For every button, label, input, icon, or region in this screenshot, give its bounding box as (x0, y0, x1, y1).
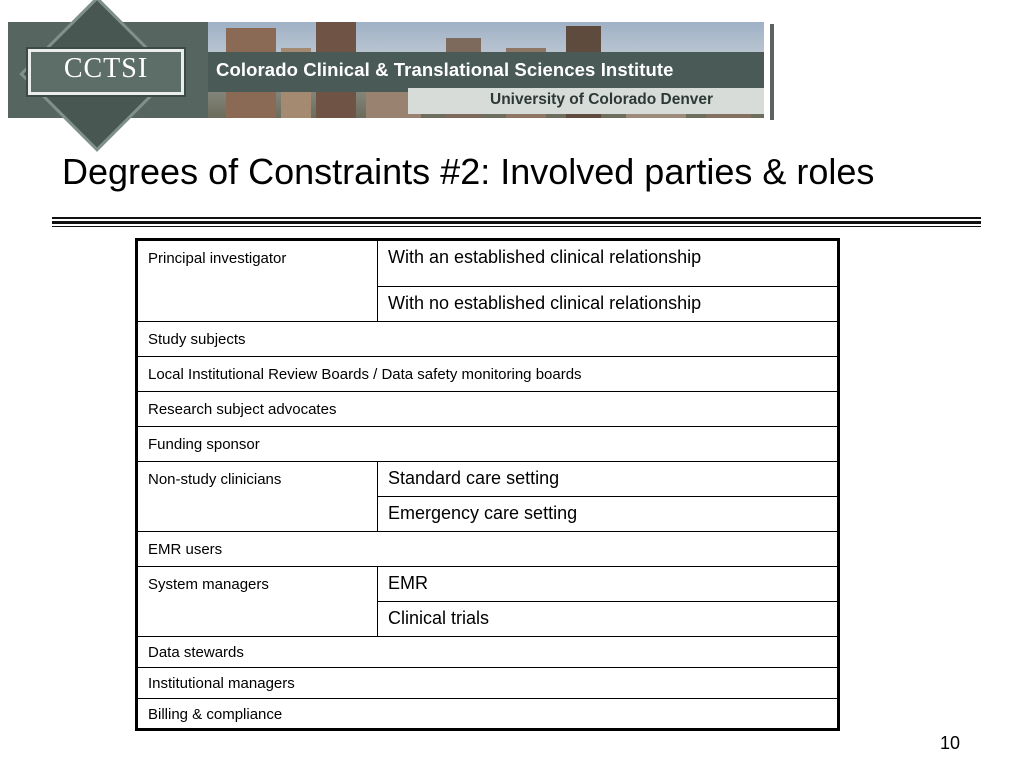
title-rule-middle (52, 221, 981, 224)
role-cell: EMR users (137, 532, 839, 567)
detail-cell: Clinical trials (378, 602, 839, 637)
detail-cell: EMR (378, 567, 839, 602)
detail-cell: With an established clinical relationship (378, 240, 839, 287)
title-rule-bottom (52, 226, 981, 227)
role-cell: Institutional managers (137, 668, 839, 699)
table-row (137, 357, 839, 392)
page-number: 10 (940, 733, 961, 753)
table-row (137, 567, 839, 602)
role-cell: Funding sponsor (137, 427, 839, 462)
slide-title: Degrees of Constraints #2: Involved parties & roles (62, 151, 875, 192)
role-cell: Non-study clinicians (137, 462, 378, 532)
role-cell: Billing & compliance (137, 699, 839, 730)
role-cell: Local Institutional Review Boards / Data safety monitoring boards (137, 357, 839, 392)
table-row (137, 637, 839, 668)
banner-edge (770, 24, 774, 120)
detail-cell: Emergency care setting (378, 497, 839, 532)
role-cell: System managers (137, 567, 378, 637)
cctsi-logo: CCTSI (63, 53, 149, 84)
university-name: University of Colorado Denver (490, 91, 714, 108)
table-row (137, 668, 839, 699)
role-cell: Research subject advocates (137, 392, 839, 427)
detail-cell: With no established clinical relationship (378, 287, 839, 322)
table-row (137, 322, 839, 357)
header-banner (8, 2, 768, 130)
role-cell: Data stewards (137, 637, 839, 668)
roles-table (135, 238, 840, 731)
detail-cell: Standard care setting (378, 462, 839, 497)
table-row (137, 392, 839, 427)
title-rule-top (52, 217, 981, 219)
table-row (137, 532, 839, 567)
table-row (137, 462, 839, 497)
table-row (137, 427, 839, 462)
role-cell: Principal investigator (137, 240, 378, 322)
table-row (137, 699, 839, 730)
role-cell: Study subjects (137, 322, 839, 357)
banner-divider (764, 22, 768, 118)
table-row (137, 240, 839, 287)
institute-name: Colorado Clinical & Translational Sciences Institute (216, 59, 674, 80)
